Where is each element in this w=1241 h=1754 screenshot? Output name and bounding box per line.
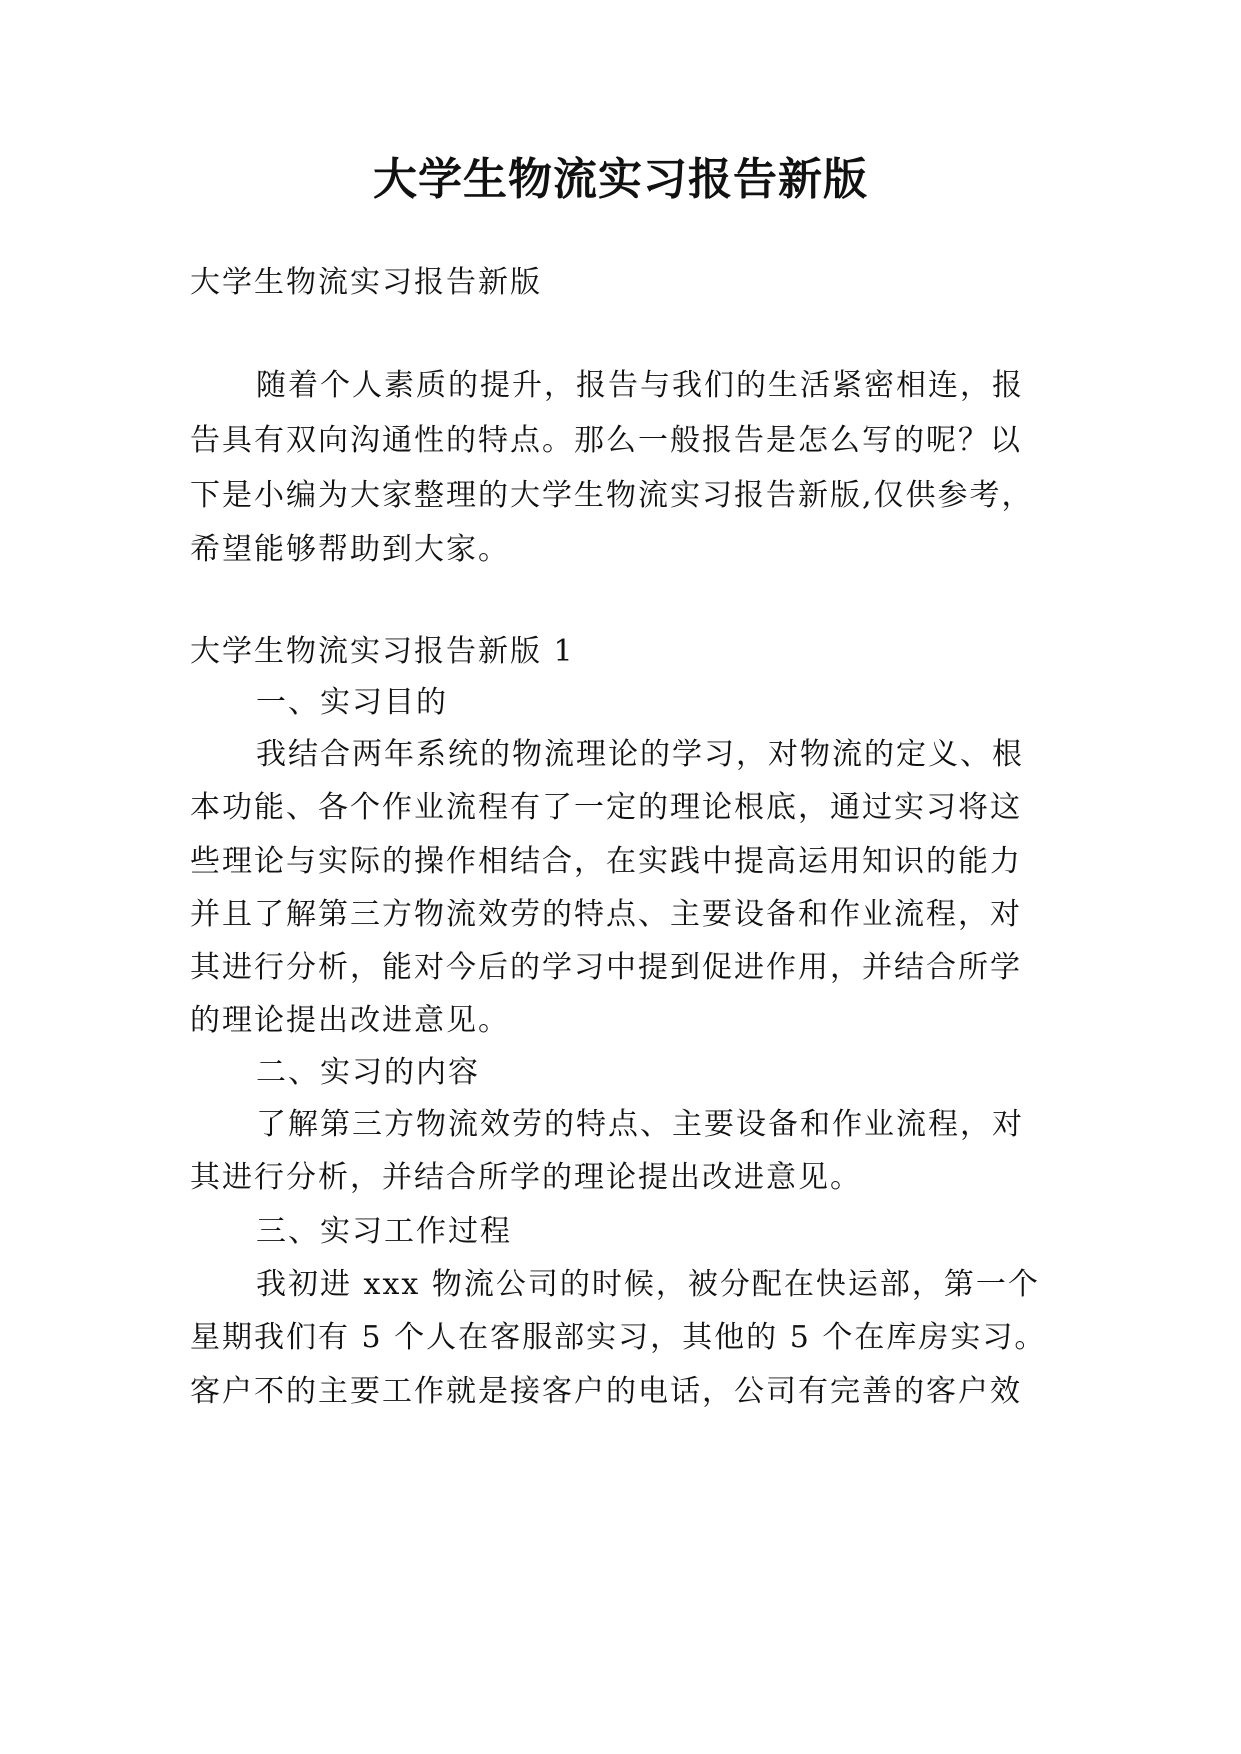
purpose-line-2: 本功能、各个作业流程有了一定的理论根底，通过实习将这 xyxy=(190,790,1022,825)
section-title: 大学生物流实习报告新版 1 xyxy=(190,634,575,669)
document-title: 大学生物流实习报告新版 xyxy=(373,154,868,205)
document-subtitle: 大学生物流实习报告新版 xyxy=(190,265,542,300)
content-line-2: 其进行分析，并结合所学的理论提出改进意见。 xyxy=(190,1160,862,1195)
intro-line-3: 下是小编为大家整理的大学生物流实习报告新版,仅供参考， xyxy=(190,478,1034,513)
heading-process: 三、实习工作过程 xyxy=(256,1214,512,1249)
purpose-line-6: 的理论提出改进意见。 xyxy=(190,1003,510,1038)
purpose-line-5: 其进行分析，能对今后的学习中提到促进作用，并结合所学 xyxy=(190,950,1022,985)
content-line-1: 了解第三方物流效劳的特点、主要设备和作业流程，对 xyxy=(256,1107,1024,1142)
purpose-line-3: 些理论与实际的操作相结合，在实践中提高运用知识的能力 xyxy=(190,844,1022,879)
process-line-1: 我初进 xxx 物流公司的时候，被分配在快运部，第一个 xyxy=(256,1267,1040,1302)
intro-line-1: 随着个人素质的提升，报告与我们的生活紧密相连，报 xyxy=(256,368,1024,403)
process-line-3: 客户不的主要工作就是接客户的电话，公司有完善的客户效 xyxy=(190,1374,1022,1409)
purpose-line-1: 我结合两年系统的物流理论的学习，对物流的定义、根 xyxy=(256,737,1024,772)
purpose-line-4: 并且了解第三方物流效劳的特点、主要设备和作业流程，对 xyxy=(190,897,1022,932)
heading-purpose: 一、实习目的 xyxy=(256,685,448,720)
intro-line-4: 希望能够帮助到大家。 xyxy=(190,532,510,567)
intro-line-2: 告具有双向沟通性的特点。那么一般报告是怎么写的呢？以 xyxy=(190,423,1022,458)
heading-content: 二、实习的内容 xyxy=(256,1055,480,1090)
process-line-2: 星期我们有 5 个人在客服部实习，其他的 5 个在库房实习。 xyxy=(190,1320,1047,1355)
